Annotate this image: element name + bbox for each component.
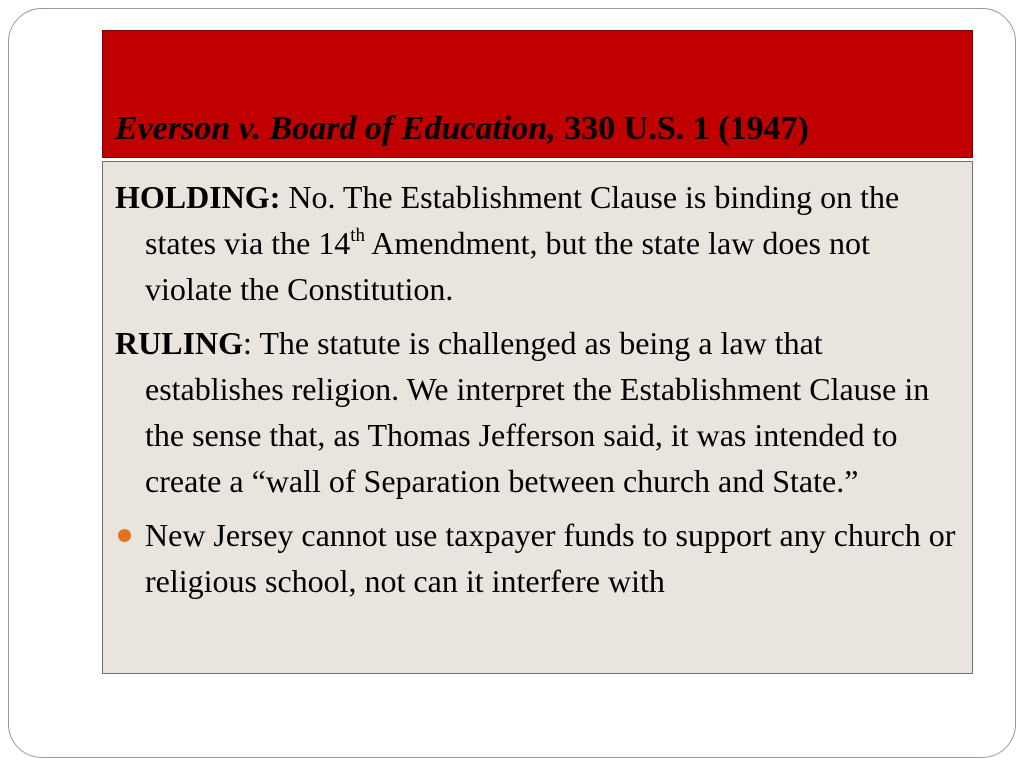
content-box	[102, 161, 973, 674]
bullet-dot-icon	[118, 529, 131, 542]
bullet-item	[115, 512, 962, 604]
case-citation: 330 U.S. 1 (1947)	[555, 109, 809, 147]
title-bar	[102, 30, 973, 158]
ruling-text: : The statute is challenged as being a law that establishes religion. We interpret the Establishment Clause in the sense that, as Thomas Jefferson said, it was intended to create a “wall of Separation between church and State.”	[145, 325, 930, 499]
ruling-paragraph	[115, 320, 962, 504]
bullet-text: New Jersey cannot use taxpayer funds to support any church or religious school, not can it interfere with	[145, 517, 956, 599]
holding-text-part1: No. The Establishment Clause is binding on the states via the 14	[145, 179, 900, 261]
ruling-label: RULING	[115, 325, 244, 361]
holding-superscript: th	[350, 225, 366, 246]
holding-text-part2: Amendment, but the state law does not violate the Constitution.	[145, 225, 870, 307]
holding-paragraph	[115, 174, 962, 312]
case-name: Everson v. Board of Education,	[115, 109, 556, 147]
slide-title	[115, 110, 809, 147]
holding-label: HOLDING:	[115, 179, 281, 215]
